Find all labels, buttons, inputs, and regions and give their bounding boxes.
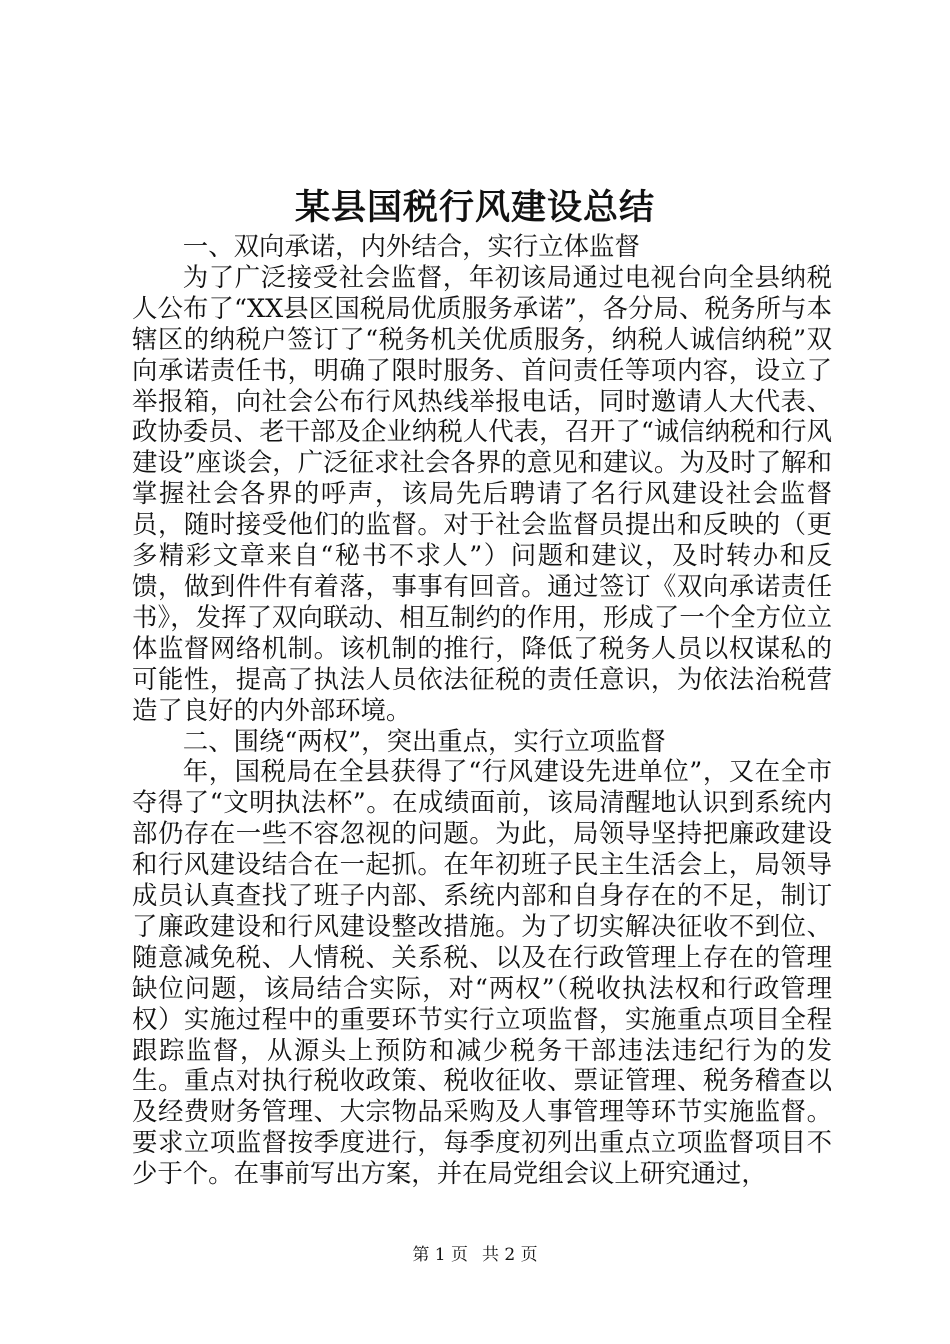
page-total: 共 2 页 — [482, 1245, 538, 1265]
section-heading-2: 二、围绕“两权”，突出重点，实行立项监督 — [182, 725, 666, 756]
document-title: 某县国税行风建设总结 — [294, 187, 655, 228]
body-paragraph-1: 为了广泛接受社会监督，年初该局通过电视台向全县纳税人公布了“XX县区国税局优质服务承诺”，各分局、税务所与本辖区的纳税户签订了“税务机关优质服务，纳税人诚信纳税”双向承诺责任书，明确了限时服务、首问责任等项内容，设立了举报箱，向社会公布行风热线举报电话，同时邀请人大代表、政协委员、老干部及企业纳税人代表，召开了“诚信纳税和行风建设”座谈会，广泛征求社会各界的意见和建议。为及时了解和掌握社会各界的呼声，该局先后聘请了名行风建设社会监督员，随时接受他们的监督。对于社会监督员提出和反映的（更多精彩文章来自“秘书不求人”）问题和建议，及时转办和反馈，做到件件有着落，事事有回音。通过签订《双向承诺责任书》，发挥了双向联动、相互制约的作用，形成了一个全方位立体监督网络机制。该机制的推行，降低了税务人员以权谋私的可能性，提高了执法人员依法征税的责任意识，为依法治税营造了良好的内外部环境。 — [132, 261, 832, 725]
body-paragraph-2: 年，国税局在全县获得了“行风建设先进单位”，又在全市夺得了“文明执法杯”。在成绩面前，该局清醒地认识到系统内部仍存在一些不容忽视的问题。为此，局领导坚持把廉政建设和行风建设结合在一起抓。在年初班子民主生活会上，局领导成员认真查找了班子内部、系统内部和自身存在的不足，制订了廉政建设和行风建设整改措施。为了切实解决征收不到位、随意减免税、人情税、关系税、以及在行政管理上存在的管理缺位问题，该局结合实际，对“两权”（税收执法权和行政管理权）实施过程中的重要环节实行立项监督，实施重点项目全程跟踪监督，从源头上预防和减少税务干部违法违纪行为的发生。重点对执行税收政策、税收征收、票证管理、税务稽查以及经费财务管理、大宗物品采购及人事管理等环节实施监督。要求立项监督按季度进行，每季度初列出重点立项监督项目不少于个。在事前写出方案，并在局党组会议上研究通过， — [132, 756, 832, 1189]
page-number: 第 1 页 — [412, 1245, 468, 1265]
page-footer — [0, 1243, 950, 1267]
section-heading-1: 一、双向承诺，内外结合，实行立体监督 — [182, 231, 640, 261]
document-body — [132, 231, 832, 1189]
